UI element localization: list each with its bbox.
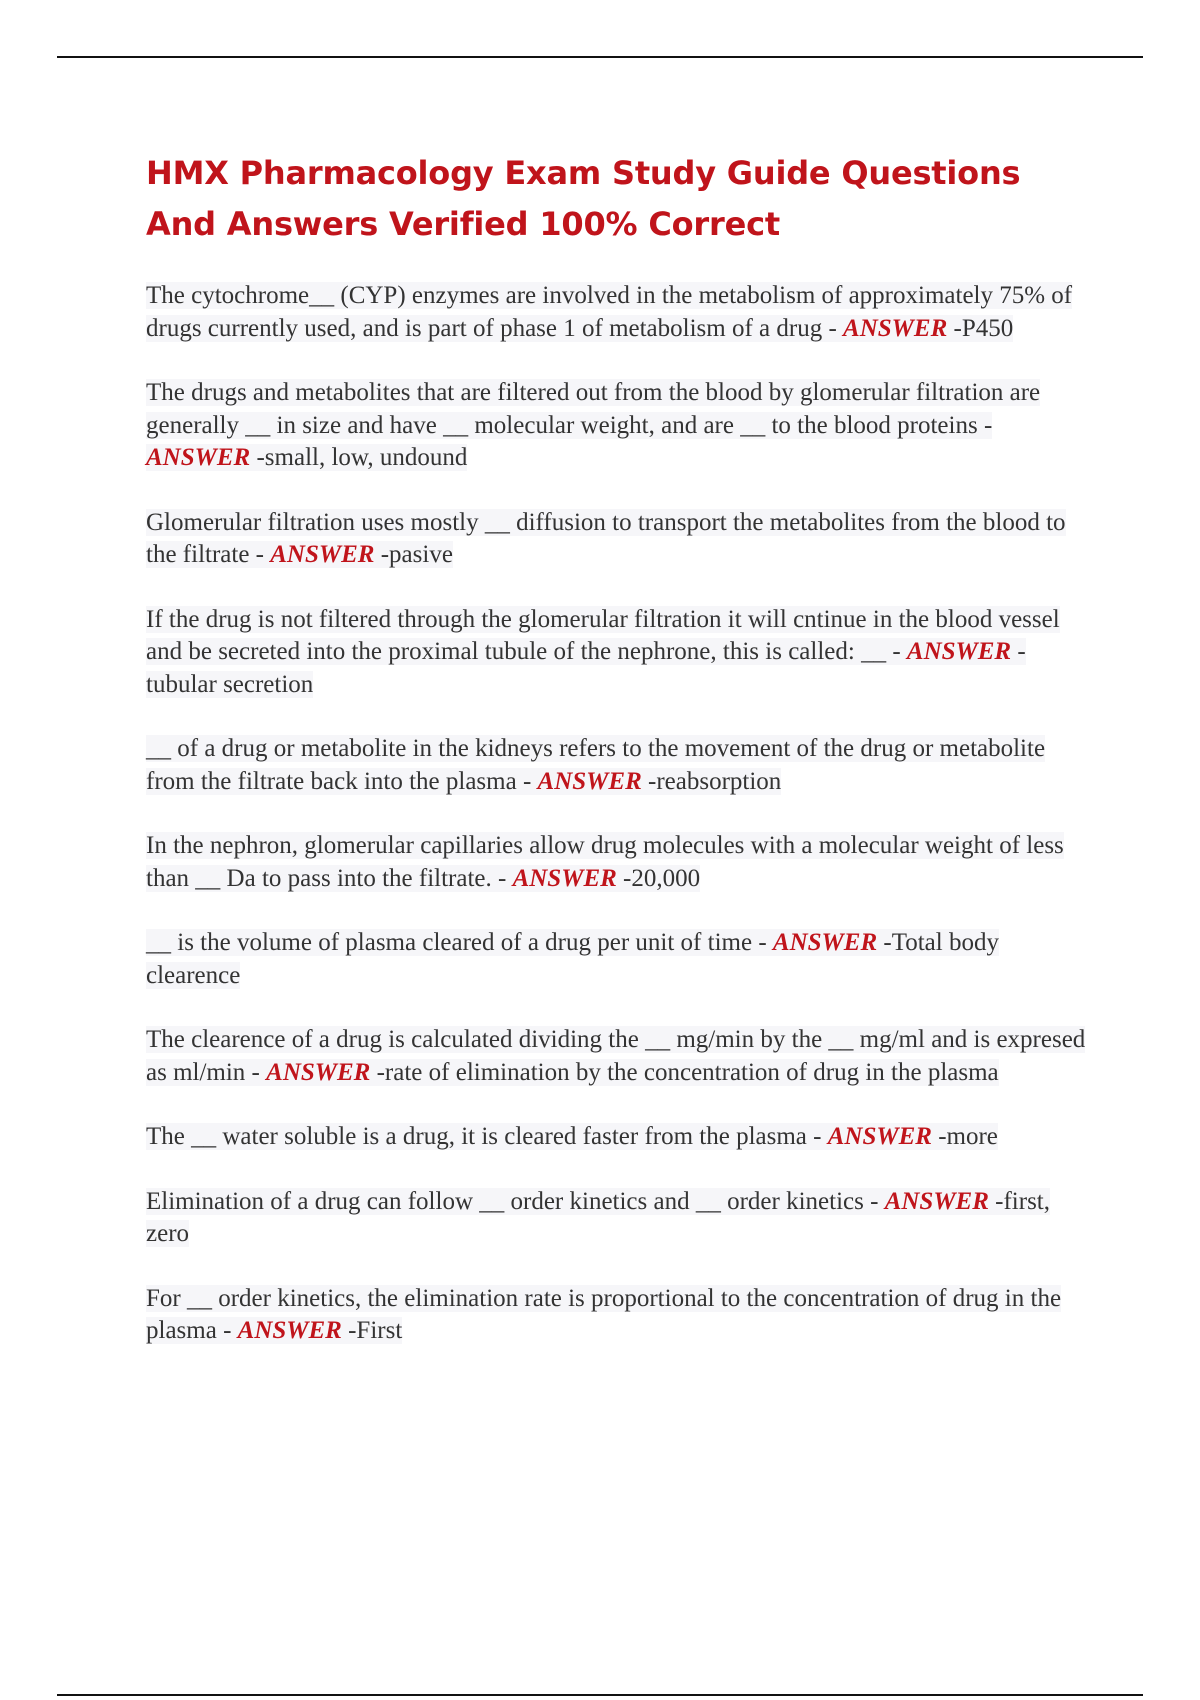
bottom-rule: [57, 1694, 1143, 1696]
answer-label: ANSWER: [843, 314, 948, 342]
qa-item: [146, 604, 1091, 702]
qa-item: [146, 1186, 1091, 1251]
answer-text: -small, low, undound: [256, 444, 468, 471]
question-text: __ is the volume of plasma cleared of a drug per unit of time -: [146, 929, 773, 956]
answer-text: -more: [938, 1123, 998, 1150]
qa-item: [146, 1283, 1091, 1348]
qa-item: [146, 1024, 1091, 1089]
question-text: The cytochrome__ (CYP) enzymes are involved in the metabolism of approximately 75% of drugs currently used, and is part of phase 1 of metabolism of a drug -: [146, 282, 1073, 342]
answer-text: -tubular secretion: [146, 638, 1026, 698]
answer-label: ANSWER: [906, 638, 1012, 665]
answer-text: -First: [348, 1317, 403, 1344]
answer-label: ANSWER: [270, 541, 375, 568]
answer-label: ANSWER: [237, 1317, 342, 1344]
question-text: If the drug is not filtered through the glomerular filtration it will cntinue in the blood vessel and be secreted into the proximal tubule of the nephrone, this is called: __ -: [146, 605, 1060, 665]
qa-item: [146, 927, 1091, 992]
answer-text: -first, zero: [146, 1187, 1051, 1247]
document-title: HMX Pharmacology Exam Study Guide Questions And Answers Verified 100% Correct: [146, 154, 1021, 243]
document-body: [146, 148, 1091, 1380]
answer-label: ANSWER: [512, 864, 617, 892]
question-text: Elimination of a drug can follow __ order kinetics and __ order kinetics -: [146, 1187, 885, 1215]
answer-label: ANSWER: [537, 767, 642, 795]
answer-label: ANSWER: [266, 1058, 371, 1086]
qa-item: [146, 280, 1091, 345]
answer-text: -pasive: [380, 541, 453, 568]
question-text: The drugs and metabolites that are filtered out from the blood by glomerular filtration are generally __ in size and have __ molecular weight, and are __ to the blood proteins -: [146, 379, 1041, 439]
question-text: In the nephron, glomerular capillaries allow drug molecules with a molecular weight of less than __ Da to pass into the filtrate. -: [146, 832, 1064, 892]
question-text: The __ water soluble is a drug, it is cleared faster from the plasma -: [146, 1123, 828, 1150]
question-text: For __ order kinetics, the elimination rate is proportional to the concentration of drug in the plasma -: [146, 1284, 1062, 1344]
answer-text: -rate of elimination by the concentration of drug in the plasma: [376, 1058, 999, 1086]
answer-label: ANSWER: [772, 929, 878, 956]
question-text: The clearence of a drug is calculated dividing the __ mg/min by the __ mg/ml and is expresed as ml/min -: [146, 1026, 1086, 1086]
qa-item: [146, 1121, 1091, 1154]
question-text: Glomerular filtration uses mostly __ diffusion to transport the metabolites from the blood to the filtrate -: [146, 508, 1066, 568]
answer-label: ANSWER: [146, 444, 251, 471]
question-text: __ of a drug or metabolite in the kidneys refers to the movement of the drug or metabolite from the filtrate back into the plasma -: [146, 735, 1046, 795]
answer-text: -P450: [953, 314, 1014, 342]
qa-list: [146, 280, 1091, 1348]
qa-item: [146, 733, 1091, 798]
answer-text: -20,000: [623, 864, 701, 892]
answer-label: ANSWER: [827, 1123, 932, 1150]
answer-label: ANSWER: [884, 1187, 989, 1215]
answer-text: -reabsorption: [648, 767, 782, 795]
top-rule: [57, 56, 1143, 58]
qa-item: [146, 377, 1091, 475]
answer-text: -Total body clearence: [146, 929, 999, 989]
qa-item: [146, 507, 1091, 572]
qa-item: [146, 830, 1091, 895]
